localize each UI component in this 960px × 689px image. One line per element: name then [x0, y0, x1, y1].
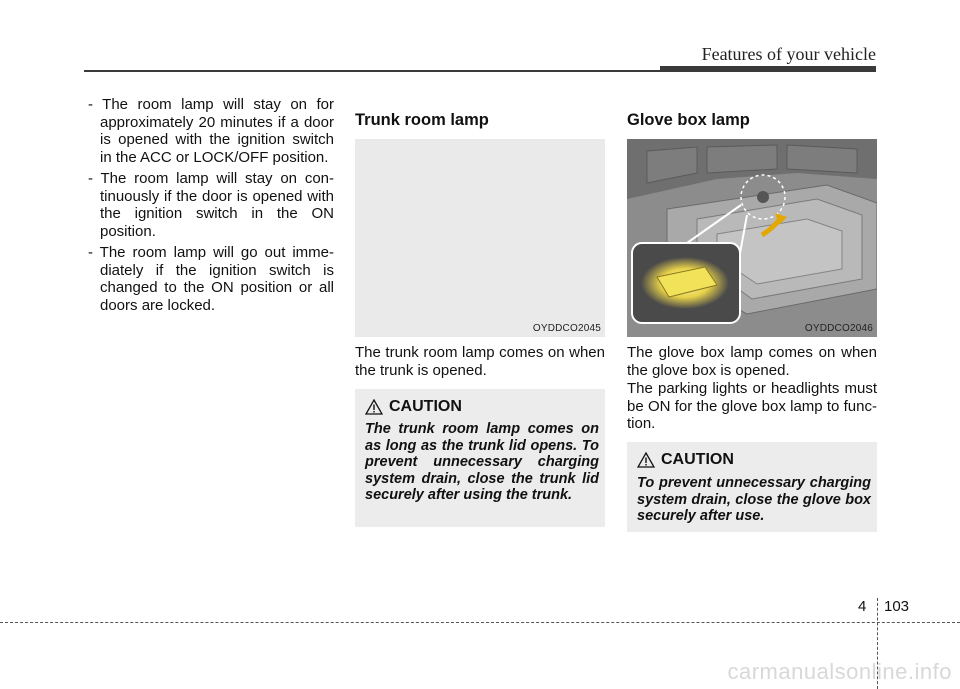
- footer-divider: [0, 622, 960, 623]
- glove-box-caution-box: [627, 442, 877, 532]
- glove-box-lamp-text: The glove box lamp comes on when the glove box is opened.: [627, 344, 877, 379]
- room-lamp-list: [88, 96, 334, 318]
- list-item: - The room lamp will stay on continuously if the door is opened with the ignition switch in the ON position.: [88, 170, 334, 240]
- caution-title: CAUTION: [661, 451, 734, 468]
- glove-box-lamp-requirement: The parking lights or headlights must be ON for the glove box lamp to function.: [627, 380, 877, 432]
- glove-box-lamp-heading: Glove box lamp: [627, 111, 750, 129]
- caution-text: To prevent unnecessary charging system drain, close the glove box securely after use.: [637, 475, 871, 524]
- watermark: carmanualsonline.info: [727, 659, 952, 684]
- list-item: - The room lamp will go out immediately if the ignition switch is changed to the ON position or all doors are locked.: [88, 244, 334, 314]
- caution-title: CAUTION: [389, 398, 462, 415]
- glove-box-lamp-figure: [627, 139, 877, 337]
- caution-header: [637, 451, 734, 469]
- warning-icon: [637, 452, 655, 468]
- glove-box-illustration: [627, 139, 877, 337]
- trunk-lamp-figure: [355, 139, 605, 337]
- page-number: 103: [884, 598, 910, 615]
- caution-text: The trunk room lamp comes on as long as the trunk lid opens. To prevent unnecessary charging system drain, close the trunk lid securely after using the trunk.: [365, 421, 599, 503]
- figure-code: OYDDCO2045: [532, 323, 601, 334]
- trunk-caution-box: [355, 389, 605, 527]
- warning-icon: [365, 399, 383, 415]
- caution-header: [365, 398, 462, 416]
- chapter-number: 4: [858, 598, 867, 615]
- trunk-lamp-text: The trunk room lamp comes on when the trunk is opened.: [355, 344, 605, 379]
- figure-code: OYDDCO2046: [804, 323, 873, 334]
- trunk-lamp-heading: Trunk room lamp: [355, 111, 489, 129]
- section-title: Features of your vehicle: [701, 44, 876, 64]
- list-item: - The room lamp will stay on for approximately 20 minutes if a door is opened with the ignition switch in the ACC or LOCK/OFF position.: [88, 96, 334, 166]
- header-rule-accent: [660, 66, 876, 72]
